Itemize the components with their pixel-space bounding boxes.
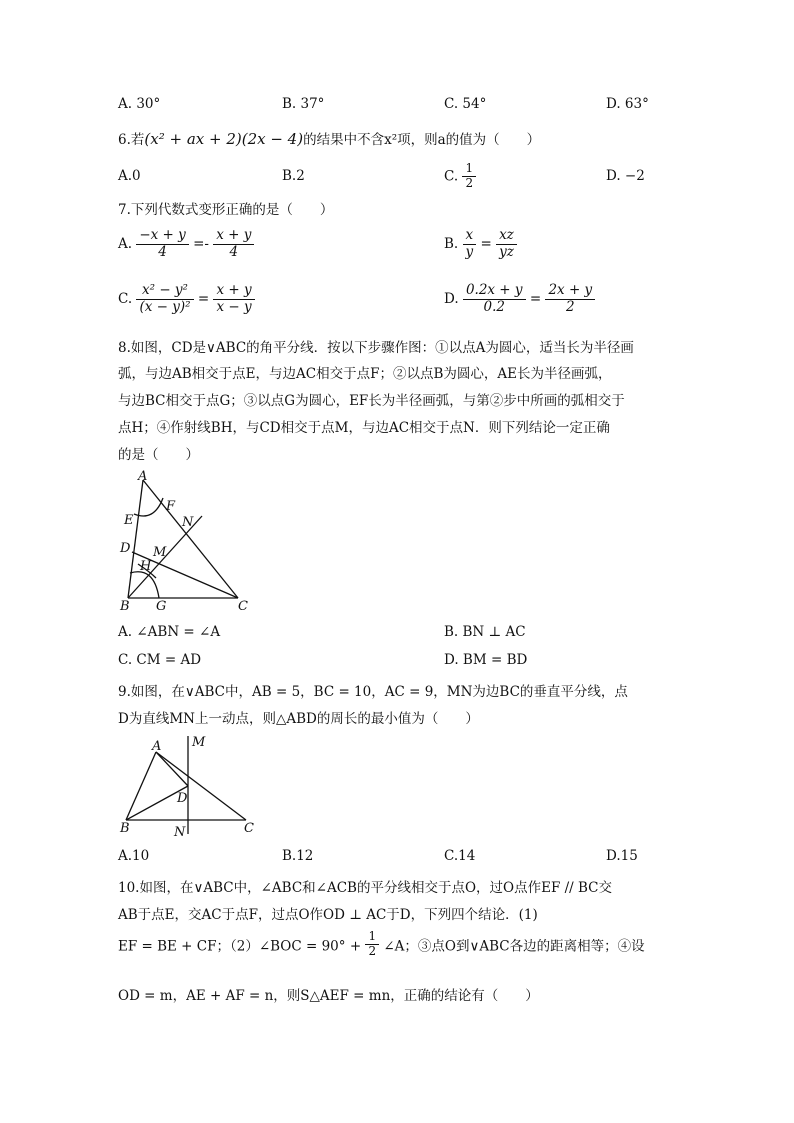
q8-label-g: G	[156, 599, 167, 614]
q8-arc-hg	[130, 572, 159, 598]
q7-option-a: A. $\frac{-x + y}{4}$ =- $\frac{x + y}{4}$	[118, 228, 254, 260]
q8-label-c: C	[238, 599, 248, 614]
q5-option-b: B. 37°	[282, 96, 325, 112]
q8-option-a: A. ∠ABN = ∠A	[118, 624, 221, 640]
q6-stem	[118, 128, 540, 148]
q7-option-d: D. $\frac{0.2x + y}{0.2}$ = $\frac{2x + y}{2}$	[444, 283, 595, 315]
q5-option-d: D. 63°	[606, 96, 649, 112]
q9-line-1: 9.如图，在∨ABC中，AB = 5，BC = 10，AC = 9，MN为边BC的垂直平分线，点	[118, 684, 628, 700]
q9-line-2: D为直线MN上一动点，则△ABD的周长的最小值为（ ）	[118, 711, 479, 727]
q6-option-a: A.0	[118, 168, 141, 184]
q8-option-d: D. BM = BD	[444, 652, 528, 668]
q8-line-4: 点H；④作射线BH，与CD相交于点M，与边AC相交于点N．则下列结论一定正确	[118, 420, 610, 436]
q6-expression: (x² + ax + 2)(2x − 4)	[144, 130, 304, 148]
q8-line-5: 的是（ ）	[118, 447, 199, 463]
q10-line-1: 10.如图，在∨ABC中，∠ABC和∠ACB的平分线相交于点O，过O点作EF // BC交	[118, 880, 613, 896]
q9-label-n: N	[174, 825, 186, 840]
q8-option-c: C. CM = AD	[118, 652, 202, 668]
q6-stem-suffix: 的结果中不含x²项，则a的值为（ ）	[303, 132, 541, 148]
q10-line-4: OD = m，AE + AF = n，则S△AEF = mn，正确的结论有（ ）	[118, 988, 539, 1004]
q7-stem: 7.下列代数式变形正确的是（ ）	[118, 202, 334, 218]
q6-option-b: B.2	[282, 168, 305, 184]
q8-label-a: A	[138, 469, 148, 484]
q7-option-b: B. $\frac{x}{y}$ = $\frac{xz}{yz}$	[444, 228, 517, 260]
q9-option-c: C.14	[444, 848, 476, 864]
q10-line-2: AB于点E，交AC于点F，过点O作OD ⊥ AC于D，下列四个结论．(1)	[118, 907, 538, 923]
q8-line-3: 与边BC相交于点G；③以点G为圆心，EF长为半径画弧，与第②步中所画的弧相交于	[118, 393, 625, 409]
q8-line-2: 弧，与边AB相交于点E，与边AC相交于点F；②以点B为圆心，AE长为半径画弧，	[118, 366, 612, 382]
q8-label-f: F	[166, 499, 176, 514]
q5-option-c: C. 54°	[444, 96, 487, 112]
q10-line-3: EF = BE + CF；（2）∠BOC = 90° + $\frac{1}{2}$ ∠A；③点O到∨ABC各边的距离相等；④设	[118, 929, 645, 958]
q9-option-a: A.10	[118, 848, 150, 864]
q9-segment-ad	[156, 752, 188, 786]
q9-label-b: B	[120, 821, 130, 836]
q8-segment-ab	[128, 480, 143, 598]
q8-label-m: M	[153, 545, 167, 560]
q8-segment-ac	[143, 480, 238, 598]
q6-stem-prefix: 6.若	[118, 132, 145, 148]
q9-figure	[110, 730, 270, 842]
q6-option-d: D. −2	[606, 168, 645, 184]
q8-label-n: N	[182, 515, 194, 530]
q8-option-b: B. BN ⊥ AC	[444, 624, 526, 640]
q9-segment-ac	[156, 752, 246, 820]
q9-label-d: D	[177, 791, 188, 806]
q6-option-c: C. $\frac{1}{2}$	[444, 162, 476, 191]
q6-c-fraction: $\frac{1}{2}$	[462, 162, 476, 191]
q9-label-m: M	[192, 735, 206, 750]
q8-label-e: E	[124, 513, 134, 528]
q9-label-c: C	[244, 821, 254, 836]
q8-label-d: D	[120, 541, 131, 556]
q8-label-h: H	[140, 559, 152, 574]
q9-option-d: D.15	[606, 848, 638, 864]
q7-option-c: C. $\frac{\text{x² − y²}}{\text{(x − y)²}}$ = $\frac{x + y}{x - y}$	[118, 283, 255, 315]
q10-half-fraction: $\frac{1}{2}$	[365, 930, 379, 959]
q8-line-1: 8.如图，CD是∨ABC的角平分线．按以下步骤作图：①以点A为圆心，适当长为半径画	[118, 340, 634, 356]
q9-option-b: B.12	[282, 848, 314, 864]
q8-figure	[110, 468, 260, 616]
q8-label-b: B	[120, 599, 130, 614]
q9-segment-ab	[126, 752, 156, 820]
q5-option-a: A. 30°	[118, 96, 161, 112]
q9-label-a: A	[152, 739, 162, 754]
